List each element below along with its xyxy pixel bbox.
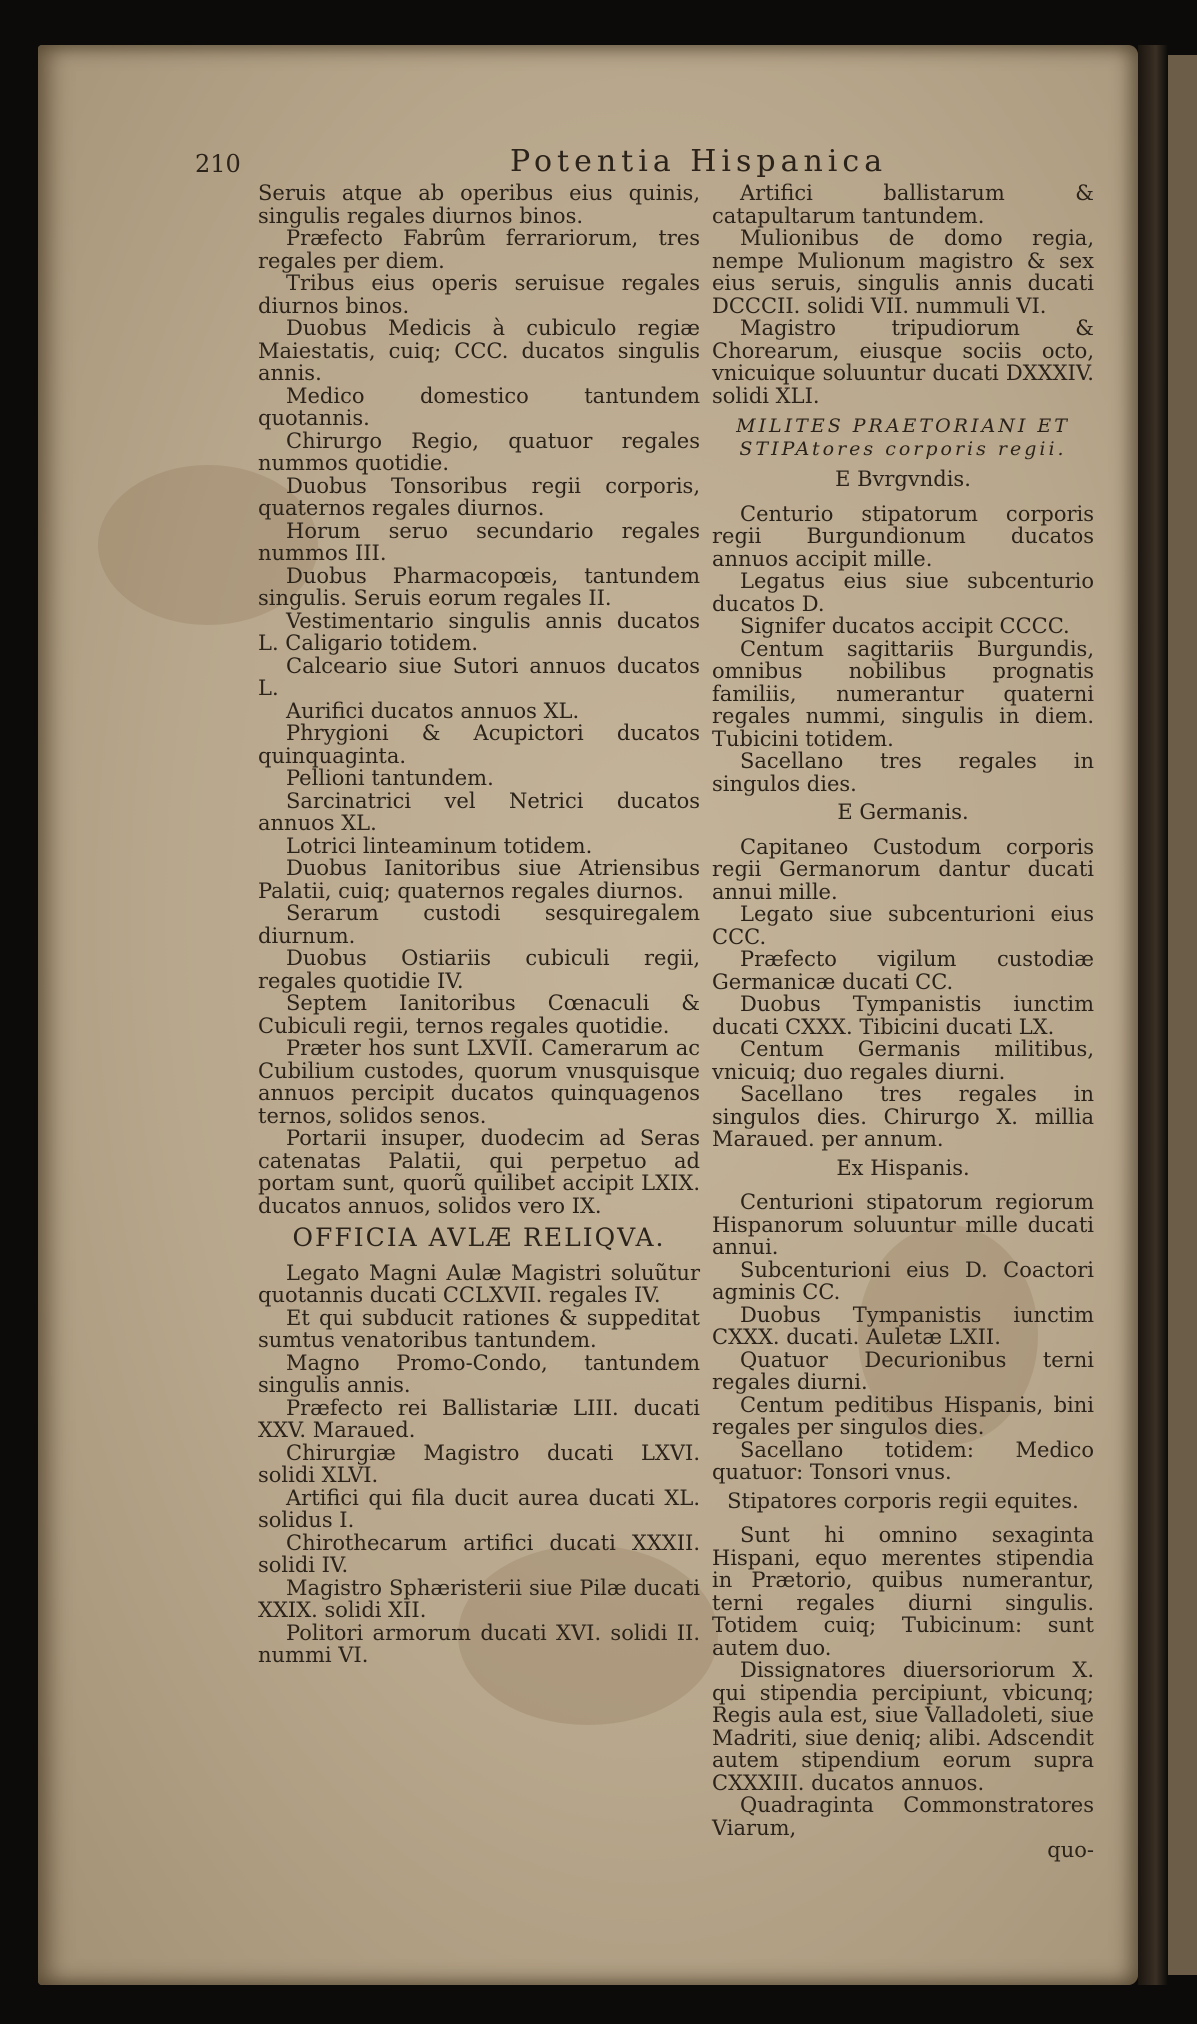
book-gutter [1138, 45, 1168, 1985]
paragraph: Sarcinatrici vel Netrici ducatos annuos XL. [258, 788, 700, 835]
paragraph: Duobus Tonsoribus regii corporis, quaternos regales diurnos. [258, 473, 700, 520]
paragraph: Duobus Medicis à cubiculo regiæ Maiestatis, cuiq; CCC. ducatos singulis annis. [258, 316, 700, 385]
paragraph: Dissignatores diuersoriorum X. qui stipendia percipiunt, vbicunq; Regis aula est, siue Valladoleti, siue Madriti, siue deniq; alibi. Adscendit autem stipendium eorum supra CXXXIII. ducatos annuos. [712, 1658, 1094, 1795]
paragraph: Chirurgiæ Magistro ducati LXVI. solidi XLVI. [258, 1440, 700, 1487]
paragraph: Horum seruo secundario regales nummos III. [258, 518, 700, 565]
paragraph: Præfecto rei Ballistariæ LIII. ducati XXV. Maraued. [258, 1395, 700, 1442]
paragraph: Artifici qui fila ducit aurea ducati XL. solidus I. [258, 1485, 700, 1532]
paragraph: Magno Promo-Condo, tantundem singulis annis. [258, 1350, 700, 1397]
paragraph: Centum peditibus Hispanis, bini regales per singulos dies. [712, 1392, 1094, 1439]
paragraph: Et qui subducit rationes & suppeditat sumtus venatoribus tantundem. [258, 1305, 700, 1352]
section-heading: OFFICIA AVLÆ RELIQVA. [292, 1223, 666, 1252]
paragraph: Septem Ianitoribus Cœnaculi & Cubiculi regii, ternos regales quotidie. [258, 991, 700, 1038]
paragraph: Duobus Ianitoribus siue Atriensibus Palatii, cuiq; quaternos regales diurnos. [258, 856, 700, 903]
paragraph: Aurifici ducatos annuos XL. [286, 698, 580, 723]
catchword: quo- [1047, 1838, 1094, 1862]
paragraph: Politori armorum ducati XVI. solidi II. nummi VI. [258, 1620, 700, 1667]
paragraph: Legato Magni Aulæ Magistri soluũtur quotannis ducati CCLXVII. regales IV. [258, 1260, 700, 1307]
paragraph: Præfecto vigilum custodiæ Germanicæ ducati CC. [712, 947, 1094, 994]
paragraph: Vestimentario singulis annis ducatos L. Caligario totidem. [258, 608, 700, 655]
paragraph: Magistro tripudiorum & Chorearum, eiusque sociis octo, vnicuique soluuntur ducati DXXXIV. solidi XLI. [712, 316, 1094, 408]
running-title: Potentia Hispanica [510, 144, 888, 179]
paragraph: Legato siue subcenturioni eius CCC. [712, 902, 1094, 949]
paragraph: Capitaneo Custodum corporis regii Germanorum dantur ducati annui mille. [712, 834, 1094, 904]
paragraph: Pellioni tantundem. [286, 766, 494, 790]
paragraph: Artifici ballistarum & catapultarum tantundem. [712, 181, 1094, 228]
paragraph: Centum Germanis militibus, vnicuiq; duo regales diurni. [712, 1037, 1094, 1084]
paragraph: Duobus Tympanistis iunctim ducati CXXX. Tibicini ducati LX. [712, 992, 1094, 1039]
paragraph: Portarii insuper, duodecim ad Seras catenatas Palatii, qui perpetuo ad portam sunt, quorũ quilibet accipit LXIX. ducatos annuos, solidos vero IX. [258, 1126, 700, 1218]
right-column [712, 182, 1094, 1862]
paragraph: Chirurgo Regio, quatuor regales nummos quotidie. [258, 428, 700, 475]
paragraph: Subcenturioni eius D. Coactori agminis CC. [712, 1257, 1094, 1304]
paragraph: Sacellano tres regales in singulos dies. Chirurgo X. millia Maraued. per annum. [712, 1082, 1094, 1151]
paragraph: Mulionibus de domo regia, nempe Mulionum magistro & sex eius seruis, singulis annis ducati DCCCII. solidi VII. nummuli VI. [712, 226, 1094, 318]
paragraph: Duobus Ostiariis cubiculi regii, regales quotidie IV. [258, 946, 700, 993]
paragraph: Legatus eius siue subcenturio ducatos D. [712, 569, 1094, 616]
paragraph: Chirothecarum artifici ducati XXXII. solidi IV. [258, 1530, 700, 1577]
paragraph: Phrygioni & Acupictori ducatos quinquaginta. [258, 721, 700, 768]
left-column [258, 182, 700, 1667]
page-header [0, 140, 1197, 180]
paragraph: Serarum custodi sesquiregalem diurnum. [258, 901, 700, 948]
subsection-heading: Stipatores corporis regii equites. [727, 1488, 1079, 1513]
paragraph: Sacellano tres regales in singulos dies. [712, 749, 1094, 796]
paragraph: Centurioni stipatorum regiorum Hispanorum soluuntur mille ducati annui. [712, 1190, 1094, 1259]
paragraph: Duobus Tympanistis iunctim CXXX. ducati. Auletæ LXII. [712, 1302, 1094, 1349]
paragraph: Quatuor Decurionibus terni regales diurni. [712, 1347, 1094, 1394]
paragraph: Sunt hi omnino sexaginta Hispani, equo merentes stipendia in Prætorio, quibus numerantur, terni regales diurni singulis. Totidem cuiq; Tubicinum: sunt autem duo. [712, 1523, 1094, 1660]
paragraph: Lotrici linteaminum totidem. [286, 833, 593, 858]
paragraph: Sacellano totidem: Medico quatuor: Tonsori vnus. [712, 1437, 1094, 1484]
page-number: 210 [195, 150, 241, 178]
facing-page-edge [1168, 55, 1197, 1975]
paragraph: Quadraginta Commonstratores Viarum, [712, 1793, 1094, 1840]
paragraph: Centurio stipatorum corporis regii Burgundionum ducatos annuos accipit mille. [712, 501, 1094, 571]
paragraph: Calceario siue Sutori annuos ducatos L. [258, 653, 700, 700]
paragraph: Centum sagittariis Burgundis, omnibus nobilibus prognatis familiis, numerantur quaterni regales nummi, singulis in diem. Tubicini totidem. [712, 636, 1094, 751]
paragraph: Seruis atque ab operibus eius quinis, singulis regales diurnos binos. [258, 181, 700, 228]
paragraph: Medico domestico tantundem quotannis. [258, 383, 700, 430]
subsection-heading: E Germanis. [837, 800, 969, 824]
section-heading: MILITES PRAETORIANI ET STIPAtores corporis regii. [736, 415, 1070, 460]
paragraph: Tribus eius operis seruisue regales diurnos binos. [258, 271, 700, 318]
paragraph: Duobus Pharmacopœis, tantundem singulis. Seruis eorum regales II. [258, 563, 700, 610]
paragraph: Signifer ducatos accipit CCCC. [740, 614, 1070, 638]
subsection-heading: E Bvrgvndis. [835, 467, 971, 491]
paragraph: Præfecto Fabrûm ferrariorum, tres regales per diem. [258, 226, 700, 273]
paragraph: Magistro Sphæristerii siue Pilæ ducati XXIX. solidi XII. [258, 1575, 700, 1622]
paragraph: Præter hos sunt LXVII. Camerarum ac Cubilium custodes, quorum vnusquisque annuos percipit ducatos quinquagenos ternos, solidos senos. [258, 1036, 700, 1128]
subsection-heading: Ex Hispanis. [836, 1155, 970, 1180]
